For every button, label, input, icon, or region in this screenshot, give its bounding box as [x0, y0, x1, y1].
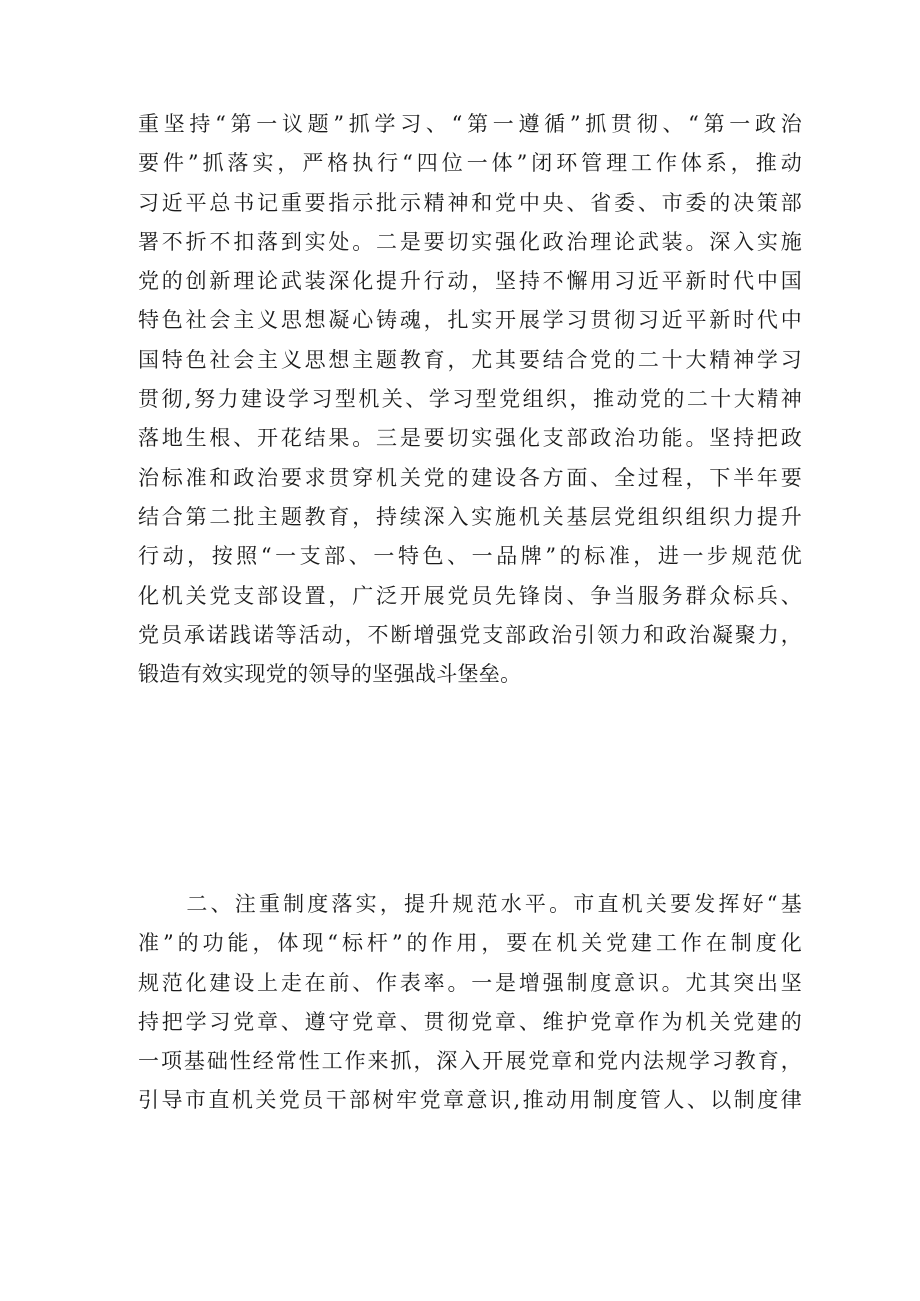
- text-line: 持把学习党章、遵守党章、贯彻党章、维护党章作为机关党建的: [138, 1009, 802, 1034]
- text-line: 结合第二批主题教育，持续深入实施机关基层党组织组织力提升: [138, 504, 802, 529]
- text-line: 化机关党支部设置，广泛开展党员先锋岗、争当服务群众标兵、: [138, 583, 802, 608]
- text-line: 准”的功能，体现“标杆”的作用，要在机关党建工作在制度化: [138, 931, 802, 956]
- text-line: 国特色社会主义思想主题教育，尤其要结合党的二十大精神学习: [138, 347, 802, 372]
- text-line: 二、注重制度落实，提升规范水平。市直机关要发挥好“基: [138, 892, 802, 916]
- text-line: 党员承诺践诺等活动，不断增强党支部政治引领力和政治凝聚力，: [138, 622, 802, 647]
- text-line: 习近平总书记重要指示批示精神和党中央、省委、市委的决策部: [138, 190, 802, 215]
- text-line: 锻造有效实现党的领导的坚强战斗堡垒。: [138, 662, 522, 687]
- paragraph-2: [138, 885, 802, 1121]
- paragraph-1: [138, 105, 802, 694]
- text-line: 规范化建设上走在前、作表率。一是增强制度意识。尤其突出坚: [138, 970, 802, 995]
- text-line: 署不折不扣落到实处。二是要切实强化政治理论武装。深入实施: [138, 229, 802, 254]
- text-line: 一项基础性经常性工作来抓，深入开展党章和党内法规学习教育，: [138, 1049, 802, 1074]
- text-line: 落地生根、开花结果。三是要切实强化支部政治功能。坚持把政: [138, 426, 802, 451]
- text-line: 要件”抓落实，严格执行“四位一体”闭环管理工作体系，推动: [138, 151, 802, 176]
- text-line: 引导市直机关党员干部树牢党章意识,推动用制度管人、以制度律: [138, 1088, 802, 1113]
- text-line: 贯彻,努力建设学习型机关、学习型党组织，推动党的二十大精神: [138, 387, 802, 412]
- text-line: 治标准和政治要求贯穿机关党的建设各方面、全过程，下半年要: [138, 465, 802, 490]
- text-line: 党的创新理论武装深化提升行动，坚持不懈用习近平新时代中国: [138, 269, 802, 294]
- text-line: 重坚持“第一议题”抓学习、“第一遵循”抓贯彻、“第一政治: [138, 112, 802, 136]
- text-line: 行动，按照“一支部、一特色、一品牌”的标准，进一步规范优: [138, 544, 802, 569]
- text-line: 特色社会主义思想凝心铸魂，扎实开展学习贯彻习近平新时代中: [138, 308, 802, 333]
